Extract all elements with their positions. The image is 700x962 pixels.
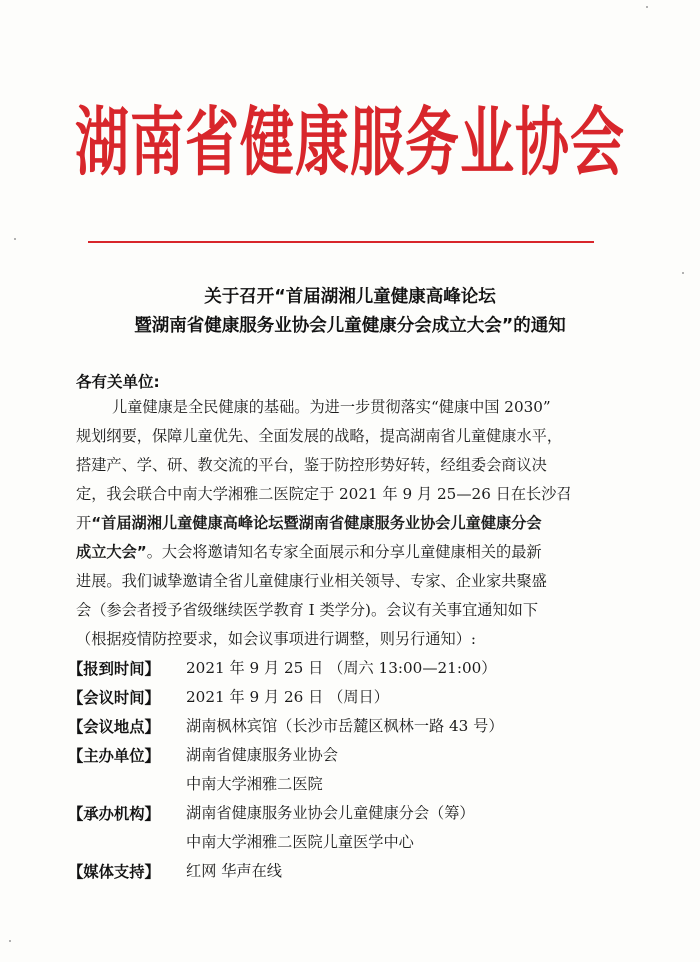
body-paragraph-line bbox=[76, 541, 542, 562]
host-institution-label: 【承办机构】 bbox=[68, 805, 160, 823]
scan-speck bbox=[682, 272, 684, 274]
scan-speck bbox=[14, 238, 16, 240]
media-support-value: 红网 华声在线 bbox=[186, 862, 282, 880]
registration-time-value: 2021 年 9 月 25 日 （周六 13:00—21:00） bbox=[186, 659, 497, 677]
salutation: 各有关单位: bbox=[76, 373, 160, 391]
body-paragraph-line: 进展。我们诚挚邀请全省儿童健康行业相关领导、专家、企业家共聚盛 bbox=[76, 572, 547, 590]
body-paragraph-line: 搭建产、学、研、教交流的平台，鉴于防控形势好转，经组委会商议决 bbox=[76, 456, 547, 474]
organization-letterhead: 湖南省健康服务业协会 bbox=[75, 97, 625, 187]
meeting-venue-label: 【会议地点】 bbox=[68, 718, 160, 736]
body-paragraph-line: 会（参会者授予省级继续医学教育 I 类学分)。会议有关事宜通知如下 bbox=[76, 601, 539, 619]
event-name-emphasis: “首届湖湘儿童健康高峰论坛暨湖南省健康服务业协会儿童健康分会 bbox=[91, 514, 542, 532]
meeting-time-value: 2021 年 9 月 26 日 （周日） bbox=[186, 688, 389, 706]
media-support-label: 【媒体支持】 bbox=[68, 863, 160, 881]
body-paragraph-line: 规划纲要，保障儿童优先、全面发展的战略，提高湖南省儿童健康水平， bbox=[76, 427, 562, 445]
body-text: 。大会将邀请知名专家全面展示和分享儿童健康相关的最新 bbox=[146, 543, 542, 561]
body-paragraph-line bbox=[76, 512, 542, 533]
organizer-value: 中南大学湘雅二医院 bbox=[186, 775, 323, 793]
meeting-time-label: 【会议时间】 bbox=[68, 689, 160, 707]
body-text: 开 bbox=[76, 514, 92, 532]
letterhead-divider bbox=[88, 241, 594, 243]
scan-speck bbox=[646, 6, 648, 8]
body-paragraph-line: （根据疫情防控要求，如会议事项进行调整，则另行通知）: bbox=[76, 630, 476, 648]
host-institution-value: 湖南省健康服务业协会儿童健康分会（筹） bbox=[186, 804, 475, 822]
scan-speck bbox=[9, 940, 11, 942]
meeting-venue-value: 湖南枫林宾馆（长沙市岳麓区枫林一路 43 号） bbox=[186, 717, 504, 735]
notice-title-line-2: 暨湖南省健康服务业协会儿童健康分会成立大会”的通知 bbox=[134, 316, 566, 336]
body-paragraph-line: 定，我会联合中南大学湘雅二医院定于 2021 年 9 月 25—26 日在长沙召 bbox=[76, 485, 572, 503]
organizer-label: 【主办单位】 bbox=[68, 747, 160, 765]
registration-time-label: 【报到时间】 bbox=[68, 660, 160, 678]
organizer-value: 湖南省健康服务业协会 bbox=[186, 746, 338, 764]
host-institution-value: 中南大学湘雅二医院儿童医学中心 bbox=[186, 833, 414, 851]
notice-title-line-1: 关于召开“首届湖湘儿童健康高峰论坛 bbox=[204, 287, 496, 307]
event-name-emphasis: 成立大会” bbox=[76, 543, 147, 561]
body-paragraph-line: 儿童健康是全民健康的基础。为进一步贯彻落实“健康中国 2030” bbox=[112, 398, 551, 416]
